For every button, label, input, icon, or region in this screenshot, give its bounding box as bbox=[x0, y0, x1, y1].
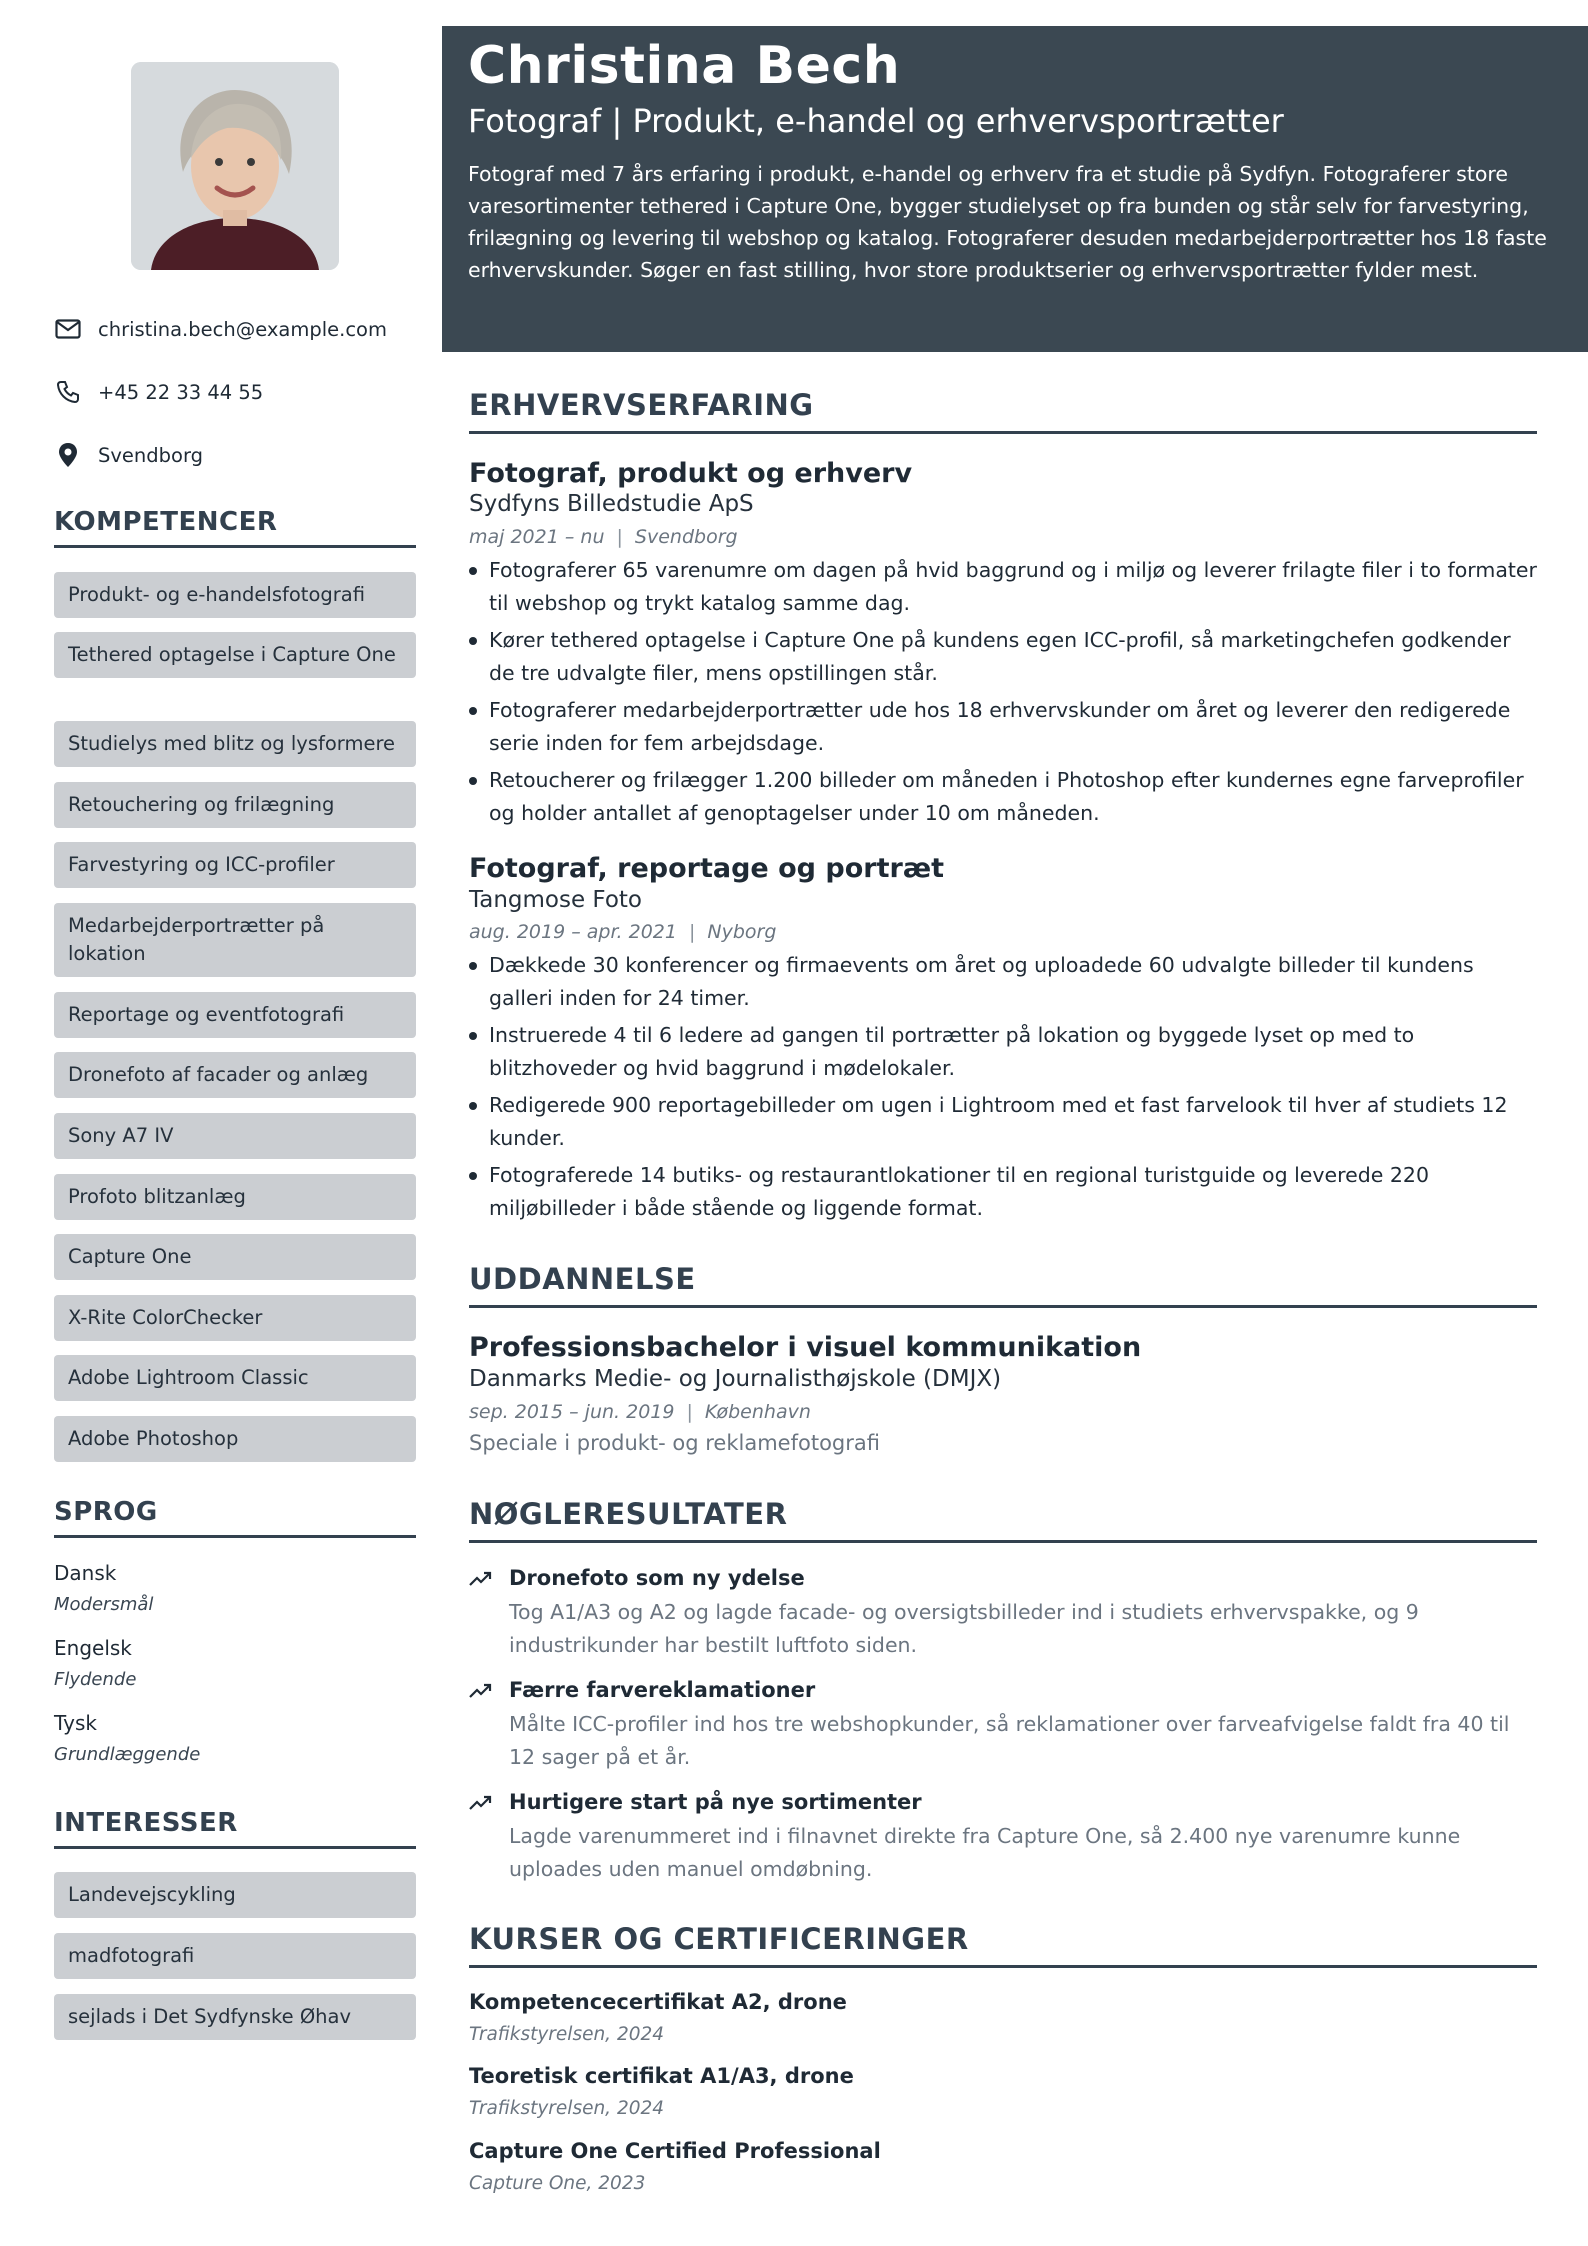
phone-icon bbox=[54, 378, 82, 406]
job-bullet: Redigerede 900 reportagebilleder om ugen i Lightroom med et fast farvelook til hver af studiets 12 kunder. bbox=[469, 1089, 1537, 1155]
language-level: Flydende bbox=[54, 1669, 137, 1690]
skill-chip: X-Rite ColorChecker bbox=[54, 1295, 416, 1341]
email-text: christina.bech@example.com bbox=[98, 317, 387, 341]
job-bullet: Fotograferer 65 varenumre om dagen på hvid baggrund og i miljø og leverer frilagte filer i to formater til webshop og trykt katalog samme dag. bbox=[469, 554, 1537, 620]
job-dates: aug. 2019 – apr. 2021 bbox=[469, 921, 677, 943]
job-bullet: Fotograferede 14 butiks- og restaurantlokationer til en regional turistguide og leverede 220 miljøbilleder i både stående og liggende format. bbox=[469, 1159, 1537, 1225]
meta-separator: | bbox=[616, 526, 623, 548]
result-text: Tog A1/A3 og A2 og lagde facade- og oversigtsbilleder ind i studiets erhvervspakke, og 9 industrikunder har bestilt luftfoto siden. bbox=[509, 1600, 1419, 1657]
language-level: Grundlæggende bbox=[54, 1744, 201, 1765]
results-heading: NØGLERESULTATER bbox=[469, 1497, 1537, 1543]
result-title: Hurtigere start på nye sortimenter bbox=[509, 1790, 922, 1814]
language-level: Modersmål bbox=[54, 1594, 154, 1615]
result-title: Færre farvereklamationer bbox=[509, 1678, 816, 1702]
job-dates: maj 2021 – nu bbox=[469, 526, 605, 548]
job-bullets bbox=[469, 554, 1537, 834]
job-meta bbox=[469, 526, 738, 548]
contact-phone[interactable] bbox=[54, 378, 416, 406]
location-text: Svendborg bbox=[98, 443, 204, 467]
skill-chip: Capture One bbox=[54, 1234, 416, 1280]
interest-chip: madfotografi bbox=[54, 1933, 416, 1979]
meta-separator: | bbox=[688, 921, 696, 943]
meta-separator: | bbox=[686, 1401, 693, 1423]
course-title: Teoretisk certifikat A1/A3, drone bbox=[469, 2064, 854, 2088]
education-meta bbox=[469, 1401, 811, 1423]
result-text: Målte ICC-profiler ind hos tre webshopkunder, så reklamationer over farveafvigelse faldt fra 40 til 12 sager på et år. bbox=[509, 1712, 1510, 1769]
job-bullet: Instruerede 4 til 6 ledere ad gangen til portrætter på lokation og byggede lyset op med to blitzhoveder og hvid baggrund i mødelokaler. bbox=[469, 1019, 1537, 1085]
languages-heading: SPROG bbox=[54, 1497, 416, 1538]
education-note: Speciale i produkt- og reklamefotografi bbox=[469, 1431, 880, 1455]
language-name: Dansk bbox=[54, 1561, 117, 1585]
result-text: Lagde varenummeret ind i filnavnet direkte fra Capture One, så 2.400 nye varenumre kunne uploades uden manuel omdøbning. bbox=[509, 1824, 1461, 1881]
skill-chip: Adobe Photoshop bbox=[54, 1416, 416, 1462]
skill-chip: Studielys med blitz og lysformere bbox=[54, 721, 416, 767]
course-source: Trafikstyrelsen, 2024 bbox=[469, 2098, 665, 2119]
job-bullet: Fotograferer medarbejderportrætter ude hos 18 erhvervskunder om året og leverer den redigerede serie inden for fem arbejdsdage. bbox=[469, 694, 1537, 760]
contact-email[interactable] bbox=[54, 315, 416, 343]
skill-chip: Dronefoto af facader og anlæg bbox=[54, 1052, 416, 1098]
job-company: Tangmose Foto bbox=[469, 887, 643, 913]
interest-chip: sejlads i Det Sydfynske Øhav bbox=[54, 1994, 416, 2040]
location-pin-icon bbox=[54, 441, 82, 469]
skill-chip: Retouchering og frilægning bbox=[54, 782, 416, 828]
skill-chip: Sony A7 IV bbox=[54, 1113, 416, 1159]
job-location: Nyborg bbox=[707, 921, 777, 943]
job-bullet: Dækkede 30 konferencer og firmaevents om året og uploadede 60 udvalgte billeder til kundens galleri inden for 24 timer. bbox=[469, 949, 1537, 1015]
course-source: Capture One, 2023 bbox=[469, 2173, 646, 2194]
school-name: Danmarks Medie- og Journalisthøjskole (DMJX) bbox=[469, 1366, 1002, 1392]
education-dates: sep. 2015 – jun. 2019 bbox=[469, 1401, 675, 1423]
degree-title: Professionsbachelor i visuel kommunikation bbox=[469, 1332, 1142, 1363]
skill-chip: Tethered optagelse i Capture One bbox=[54, 632, 416, 678]
candidate-name: Christina Bech bbox=[468, 36, 901, 96]
contact-location bbox=[54, 441, 416, 469]
profile-photo bbox=[131, 62, 339, 270]
skills-heading: KOMPETENCER bbox=[54, 507, 416, 548]
job-bullet: Retoucherer og frilægger 1.200 billeder om måneden i Photoshop efter kundernes egne farveprofiler og holder antallet af genoptagelser under 10 om måneden. bbox=[469, 764, 1537, 830]
phone-text: +45 22 33 44 55 bbox=[98, 380, 264, 404]
trending-up-icon bbox=[469, 1682, 495, 1702]
interest-chip: Landevejscykling bbox=[54, 1872, 416, 1918]
mail-icon bbox=[54, 315, 82, 343]
skill-chip: Profoto blitzanlæg bbox=[54, 1174, 416, 1220]
course-source: Trafikstyrelsen, 2024 bbox=[469, 2024, 665, 2045]
skill-chip: Reportage og eventfotografi bbox=[54, 992, 416, 1038]
job-bullet: Kører tethered optagelse i Capture One på kundens egen ICC-profil, så marketingchefen godkender de tre udvalgte filer, mens opstillingen står. bbox=[469, 624, 1537, 690]
course-title: Capture One Certified Professional bbox=[469, 2139, 881, 2163]
education-location: København bbox=[704, 1401, 811, 1423]
skill-chip: Medarbejderportrætter på lokation bbox=[54, 903, 416, 977]
course-title: Kompetencecertifikat A2, drone bbox=[469, 1990, 847, 2014]
skill-chip: Produkt- og e-handelsfotografi bbox=[54, 572, 416, 618]
job-meta bbox=[469, 921, 776, 943]
result-title: Dronefoto som ny ydelse bbox=[509, 1566, 805, 1590]
experience-heading: ERHVERVSERFARING bbox=[469, 388, 1537, 434]
job-title: Fotograf, produkt og erhverv bbox=[469, 458, 913, 489]
education-heading: UDDANNELSE bbox=[469, 1262, 1537, 1308]
job-company: Sydfyns Billedstudie ApS bbox=[469, 491, 754, 517]
skill-chip: Adobe Lightroom Classic bbox=[54, 1355, 416, 1401]
trending-up-icon bbox=[469, 1794, 495, 1814]
language-name: Tysk bbox=[54, 1711, 97, 1735]
skill-chip: Farvestyring og ICC-profiler bbox=[54, 842, 416, 888]
job-title: Fotograf, reportage og portræt bbox=[469, 853, 945, 884]
job-bullets bbox=[469, 949, 1537, 1229]
job-location: Svendborg bbox=[634, 526, 738, 548]
language-name: Engelsk bbox=[54, 1636, 132, 1660]
interests-heading: INTERESSER bbox=[54, 1808, 416, 1849]
header-banner bbox=[442, 26, 1588, 352]
candidate-title: Fotograf | Produkt, e-handel og erhvervsportrætter bbox=[468, 102, 1284, 140]
trending-up-icon bbox=[469, 1570, 495, 1590]
profile-summary: Fotograf med 7 års erfaring i produkt, e-handel og erhverv fra et studie på Sydfyn. Fotograferer store varesortimenter tethered i Capture One, bygger studielyset op fra bunden og står selv for farvestyring, frilægning og levering til webshop og katalog. Fotograferer desuden medarbejderportrætter hos 18 faste erhvervskunder. Søger en fast stilling, hvor store produktserier og erhvervsportrætter fylder mest. bbox=[468, 162, 1547, 282]
courses-heading: KURSER OG CERTIFICERINGER bbox=[469, 1922, 1537, 1968]
